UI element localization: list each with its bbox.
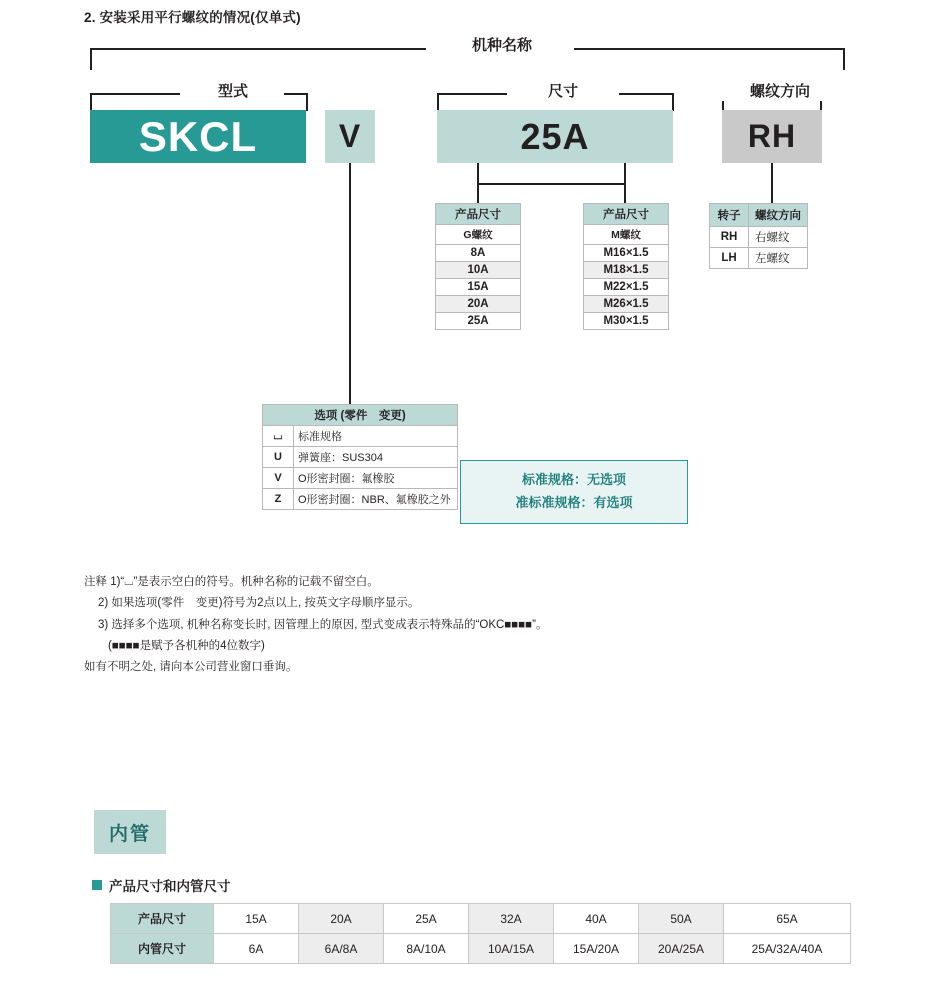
pipe-table-cell: 6A xyxy=(214,934,299,964)
size-table-g-row: 25A xyxy=(436,313,521,330)
connector-size-horizontal xyxy=(477,183,625,185)
size-table-g xyxy=(435,203,521,330)
pipe-table-cell: 40A xyxy=(554,904,639,934)
option-table-symbol: ⌴ xyxy=(263,426,294,447)
type-label: 型式 xyxy=(182,80,284,101)
connector-size-g-vert-b xyxy=(477,183,479,203)
pipe-table-cell: 32A xyxy=(469,904,554,934)
size-table-m-row: M18×1.5 xyxy=(584,262,669,279)
size-bracket-line-left xyxy=(437,93,507,95)
square-bullet-icon xyxy=(92,880,102,890)
size-table-g-row: 15A xyxy=(436,279,521,296)
size-bracket-tick-left xyxy=(437,93,439,111)
pipe-table-cell: 15A xyxy=(214,904,299,934)
option-table-desc: 弹簧座：SUS304 xyxy=(294,447,458,468)
code-box-thread: RH xyxy=(722,110,822,163)
rotor-table-symbol: LH xyxy=(710,248,749,269)
size-table-m xyxy=(583,203,669,330)
option-table-symbol: Z xyxy=(263,489,294,510)
option-table-symbol: U xyxy=(263,447,294,468)
size-bracket-tick-right xyxy=(672,93,674,111)
inner-pipe-subhead-wrap xyxy=(92,875,231,895)
code-box-option: V xyxy=(325,110,375,163)
rotor-table-symbol: RH xyxy=(710,227,749,248)
pipe-table-cell: 25A xyxy=(384,904,469,934)
table-row xyxy=(111,934,851,964)
option-table-header: 选项 (零件 变更) xyxy=(263,405,458,426)
notebox-line-2: 准标准规格：有选项 xyxy=(515,495,633,510)
footnote-line-2: 2) 如果选项(零件 变更)符号为2点以上, 按英文字母顺序显示。 xyxy=(98,597,420,610)
pipe-table-row-header: 内管尺寸 xyxy=(111,934,214,964)
pipe-table-cell: 6A/8A xyxy=(299,934,384,964)
footnote-line-3: 3) 选择多个选项, 机种名称变长时, 因管理上的原因, 型式变成表示特殊品的“OKC■■■■”。 xyxy=(98,618,548,631)
size-table-g-row: 20A xyxy=(436,296,521,313)
pipe-table-cell: 50A xyxy=(639,904,724,934)
type-bracket-tick-right xyxy=(306,93,308,111)
size-table-m-header: 产品尺寸 xyxy=(584,204,669,225)
size-table-m-row: M16×1.5 xyxy=(584,245,669,262)
main-label: 机种名称 xyxy=(430,34,574,55)
rotor-table xyxy=(709,203,808,269)
rotor-table-header-right: 螺纹方向 xyxy=(749,204,808,227)
connector-option-vert xyxy=(349,163,351,404)
main-bracket-tick-right xyxy=(843,48,845,70)
standard-spec-notebox xyxy=(460,460,688,524)
inner-pipe-tag: 内管 xyxy=(94,810,166,854)
option-table-desc: O形密封圈：NBR、氟橡胶之外 xyxy=(294,489,458,510)
pipe-table-cell: 65A xyxy=(724,904,851,934)
option-table-symbol: V xyxy=(263,468,294,489)
pipe-table-cell: 25A/32A/40A xyxy=(724,934,851,964)
footnote-line-4: (■■■■是赋予各机种的4位数字) xyxy=(108,639,265,652)
notebox-line-1: 标准规格：无选项 xyxy=(521,472,626,488)
type-bracket-tick-left xyxy=(90,93,92,111)
section-title: 2. 安装采用平行螺纹的情况(仅单式) xyxy=(84,10,301,25)
pipe-table-cell: 20A xyxy=(299,904,384,934)
size-table-m-row: M22×1.5 xyxy=(584,279,669,296)
inner-pipe-table xyxy=(110,903,851,964)
table-row xyxy=(111,904,851,934)
size-table-m-row: M30×1.5 xyxy=(584,313,669,330)
rotor-table-desc: 左螺纹 xyxy=(749,248,808,269)
footnote-line-5: 如有不明之处, 请向本公司营业窗口垂询。 xyxy=(84,661,298,674)
main-bracket-tick-left xyxy=(90,48,92,70)
rotor-table-desc: 右螺纹 xyxy=(749,227,808,248)
type-bracket-line-left xyxy=(90,93,180,95)
inner-pipe-subhead: 产品尺寸和内管尺寸 xyxy=(109,879,231,894)
connector-size-m-vert-a xyxy=(624,163,626,183)
footnote-line-1: 注释 1)“⌴”是表示空白的符号。机种名称的记载不留空白。 xyxy=(84,576,379,588)
main-bracket-line-right xyxy=(560,48,845,50)
size-table-m-row: M26×1.5 xyxy=(584,296,669,313)
connector-size-g-vert-a xyxy=(477,163,479,183)
code-box-type: SKCL xyxy=(90,110,306,163)
main-bracket-line-left xyxy=(90,48,426,50)
size-table-g-row: 10A xyxy=(436,262,521,279)
size-table-g-header: 产品尺寸 xyxy=(436,204,521,225)
pipe-table-cell: 15A/20A xyxy=(554,934,639,964)
footnotes xyxy=(84,572,784,678)
connector-thread-vert xyxy=(771,163,773,203)
option-table xyxy=(262,404,458,510)
pipe-table-cell: 10A/15A xyxy=(469,934,554,964)
thread-dir-label: 螺纹方向 xyxy=(722,80,838,101)
rotor-table-header-left: 转子 xyxy=(710,204,749,227)
connector-size-m-vert-b xyxy=(624,183,626,203)
code-box-size: 25A xyxy=(437,110,673,163)
pipe-table-row-header: 产品尺寸 xyxy=(111,904,214,934)
pipe-table-cell: 8A/10A xyxy=(384,934,469,964)
size-table-g-sub: G螺纹 xyxy=(436,225,521,245)
size-table-g-row: 8A xyxy=(436,245,521,262)
pipe-table-cell: 20A/25A xyxy=(639,934,724,964)
size-table-m-sub: M螺纹 xyxy=(584,225,669,245)
option-table-desc: O形密封圈：氟橡胶 xyxy=(294,468,458,489)
option-table-desc: 标准规格 xyxy=(294,426,458,447)
size-label: 尺寸 xyxy=(507,80,619,101)
